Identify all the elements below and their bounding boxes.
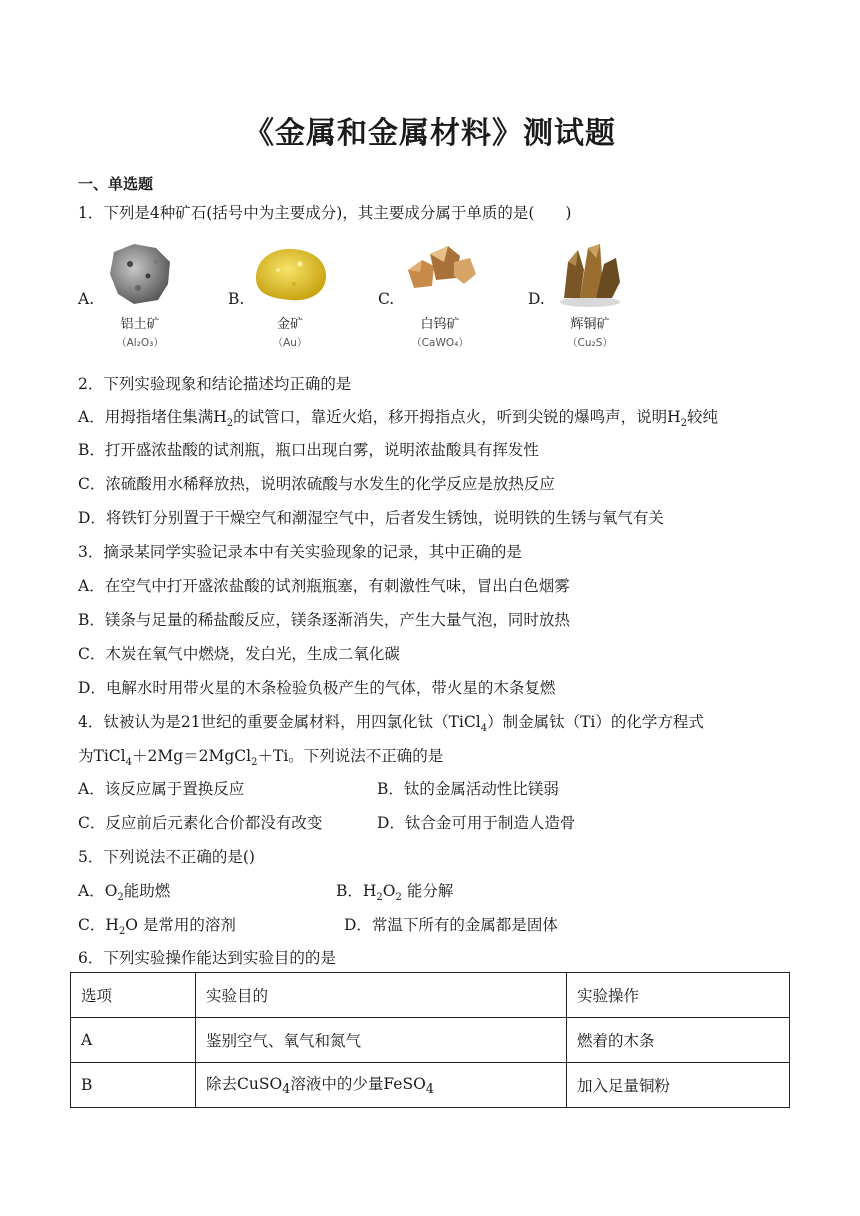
question-4-stem-line1: 4．钛被认为是21世纪的重要金属材料，用四氯化钛（TiCl$_4$）制金属钛（Ti）的化学方程式 — [78, 713, 704, 735]
option-d — [528, 240, 668, 355]
question-4-option-d: D．钛合金可用于制造人造骨 — [377, 814, 576, 832]
mineral-name: 金矿 — [276, 317, 303, 332]
mineral-options — [78, 240, 638, 355]
option-c — [378, 240, 518, 355]
question-2-option-c: C．浓硫酸用水稀释放热，说明浓硫酸与水发生的化学反应是放热反应 — [78, 475, 555, 493]
option-b — [228, 240, 368, 355]
scheelite-crystal-icon — [400, 240, 480, 308]
table-header-cell: 选项 — [71, 973, 196, 1018]
table-cell: 燃着的木条 — [567, 1018, 790, 1063]
table-cell: 加入足量铜粉 — [567, 1063, 790, 1108]
question-5-option-d: D．常温下所有的金属都是固体 — [344, 916, 558, 934]
gold-ore-icon — [250, 240, 330, 308]
table-cell: 鉴别空气、氧气和氮气 — [196, 1018, 567, 1063]
chalcocite-crystal-icon — [550, 240, 630, 308]
question-3-option-d: D．电解水时用带火星的木条检验负极产生的气体，带火星的木条复燃 — [78, 679, 556, 697]
option-letter: D. — [528, 290, 545, 308]
table-header-cell: 实验操作 — [567, 973, 790, 1018]
table-row — [71, 1063, 790, 1108]
question-2-stem: 2．下列实验现象和结论描述均正确的是 — [78, 375, 352, 393]
option-letter: B. — [228, 290, 245, 308]
table-row — [71, 1018, 790, 1063]
mineral-name: 铝土矿 — [120, 317, 160, 332]
option-a — [78, 240, 218, 355]
question-4-stem-line2: 为TiCl$_4$＋2Mg＝2MgCl$_2$＋Ti。下列说法不正确的是 — [78, 747, 444, 769]
question-2-option-d: D．将铁钉分别置于干燥空气和潮湿空气中，后者发生锈蚀，说明铁的生锈与氧气有关 — [78, 509, 664, 527]
mineral-formula: （CaWO₄） — [411, 337, 469, 349]
section-heading: 一、单选题 — [78, 175, 154, 193]
table-cell: A — [71, 1018, 196, 1063]
question-5-option-c: C．$H_2O$ 是常用的溶剂 — [78, 916, 236, 938]
mineral-formula: （Au） — [272, 337, 308, 349]
page-title: 《金属和金属材料》测试题 — [244, 116, 616, 151]
question-5-stem: 5．下列说法不正确的是() — [78, 848, 255, 866]
question-3-option-b: B．镁条与足量的稀盐酸反应，镁条逐渐消失，产生大量气泡，同时放热 — [78, 611, 570, 629]
question-3-stem: 3．摘录某同学实验记录本中有关实验现象的记录，其中正确的是 — [78, 543, 522, 561]
question-6-stem: 6．下列实验操作能达到实验目的的是 — [78, 949, 336, 967]
table-cell: 除去CuSO$_4$溶液中的少量FeSO$_4$ — [196, 1063, 567, 1108]
mineral-formula: （Cu₂S） — [567, 337, 613, 349]
option-letter: C. — [378, 290, 395, 308]
question-1-stem: 1．下列是4种矿石(括号中为主要成分)，其主要成分属于单质的是( ) — [78, 204, 572, 222]
table-cell: B — [71, 1063, 196, 1108]
mineral-formula: （Al₂O₃） — [116, 337, 164, 349]
table-header-cell: 实验目的 — [196, 973, 567, 1018]
mineral-name: 辉铜矿 — [570, 317, 610, 332]
bauxite-rock-icon — [100, 240, 180, 308]
question-4-option-b: B．钛的金属活动性比镁弱 — [377, 780, 559, 798]
question-2-option-b: B．打开盛浓盐酸的试剂瓶，瓶口出现白雾，说明浓盐酸具有挥发性 — [78, 441, 539, 459]
question-4-option-c: C．反应前后元素化合价都没有改变 — [78, 814, 323, 832]
question-4-option-a: A．该反应属于置换反应 — [78, 780, 245, 798]
question-3-option-c: C．木炭在氧气中燃烧，发白光，生成二氧化碳 — [78, 645, 400, 663]
question-3-option-a: A．在空气中打开盛浓盐酸的试剂瓶瓶塞，有刺激性气味，冒出白色烟雾 — [78, 577, 570, 595]
table-header-row — [71, 973, 790, 1018]
experiment-table — [70, 972, 790, 1108]
option-letter: A. — [78, 290, 95, 308]
question-5-option-b: B．$H_2O_2$ 能分解 — [336, 882, 454, 904]
mineral-name: 白钨矿 — [420, 317, 460, 332]
question-2-option-a: A．用拇指堵住集满$H_2$的试管口，靠近火焰，移开拇指点火，听到尖锐的爆鸣声，说明$H_2$较纯 — [78, 408, 719, 430]
question-5-option-a: A．$O_2$能助燃 — [78, 882, 171, 904]
